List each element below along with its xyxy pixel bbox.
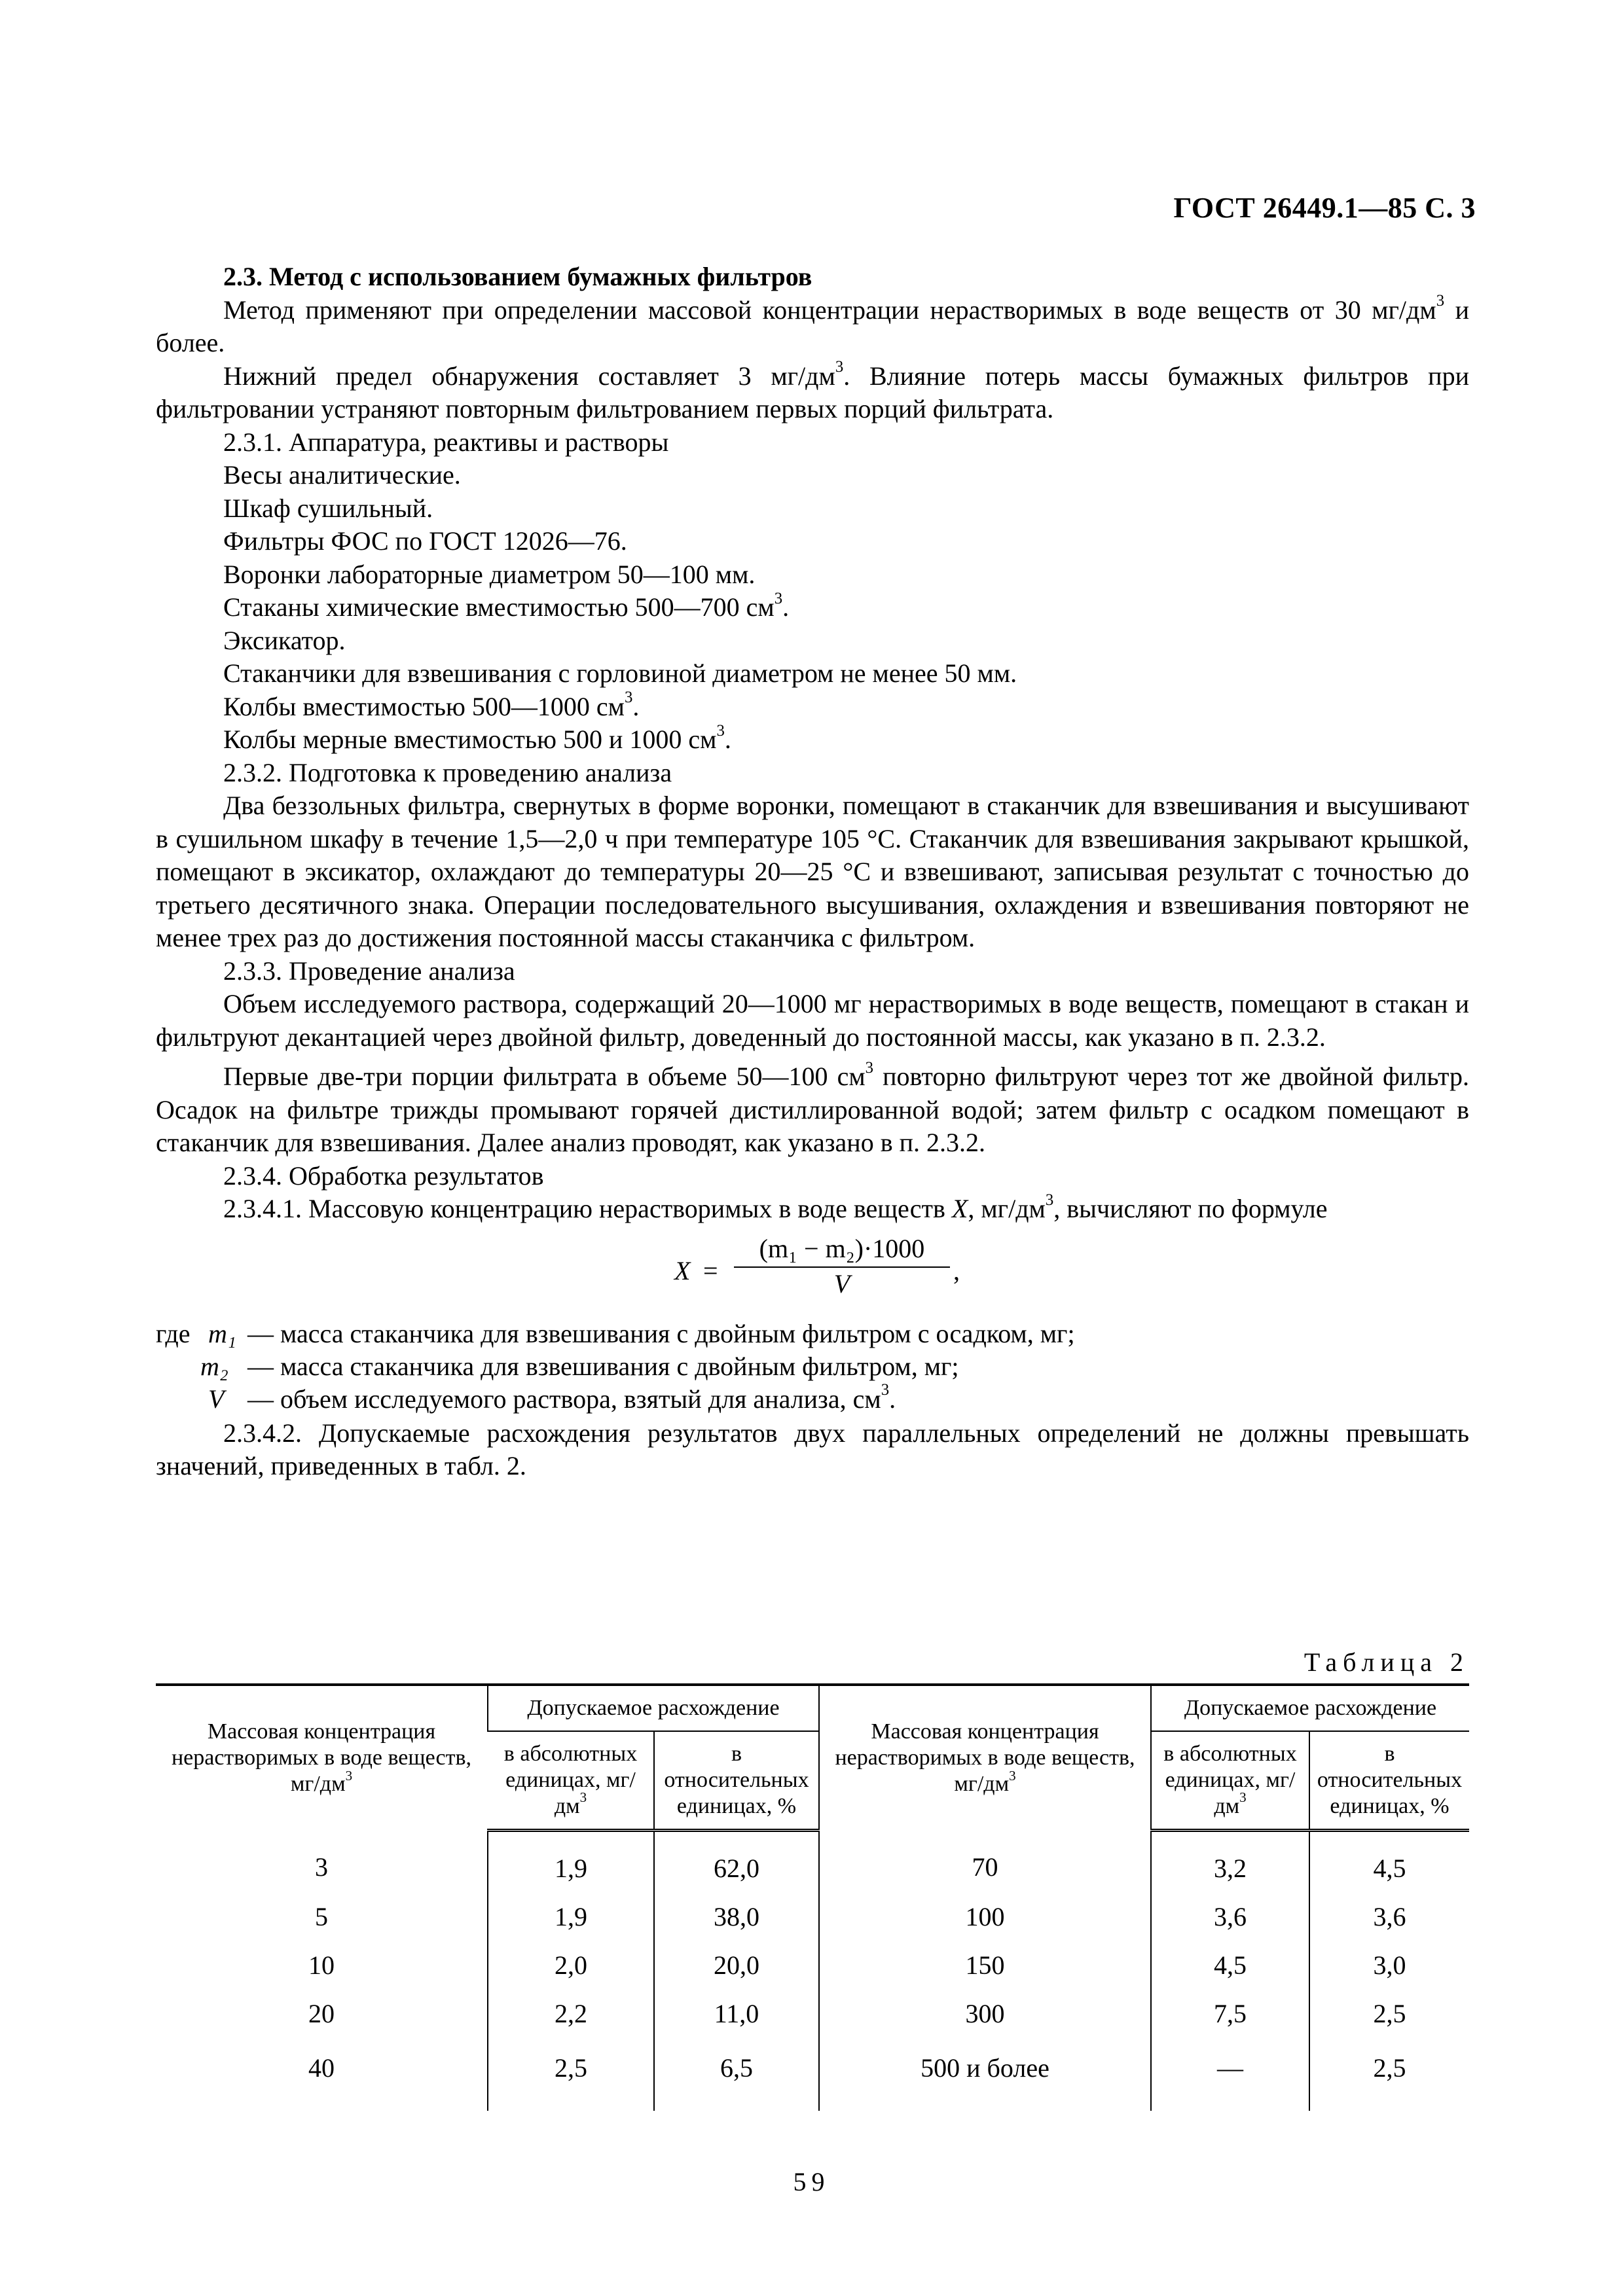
legend-symbol: V xyxy=(208,1384,225,1414)
paragraph-method-scope: Метод применяют при определении массовой концентрации нерастворимых в воде веществ от 30 $мг/дм^3$ и более. xyxy=(156,292,1470,357)
legend-lead: где xyxy=(156,1318,191,1348)
header-relative: в относительных единицах, % xyxy=(654,1731,819,1831)
table-cell: 2,5 xyxy=(488,2037,654,2111)
table-cell: 1,9 xyxy=(488,1831,654,1893)
page-number: 59 xyxy=(793,2167,830,2197)
table-cell: 62,0 xyxy=(654,1831,819,1893)
table-cell: 3 xyxy=(315,1852,328,1882)
table-cell: 20 xyxy=(308,1998,335,2028)
header-tolerance-group: Допускаемое расхождение xyxy=(488,1685,819,1731)
legend-description: — масса стаканчика для взвешивания с двойным фильтром, мг; xyxy=(247,1351,959,1381)
tolerance-table xyxy=(156,1683,1469,2111)
equipment-item: Фильтры ФОС по ГОСТ 12026—76. xyxy=(223,526,627,556)
table-cell: 2,5 xyxy=(1309,2037,1469,2111)
header-absolute: в абсолютных единицах, $мг/дм^3$ xyxy=(488,1731,654,1831)
formula-numerator: (m₁ − m₂)·1000 xyxy=(734,1232,950,1268)
table-cell: 10 xyxy=(308,1950,335,1980)
table-cell: 3,6 xyxy=(1151,1892,1309,1941)
paragraph-analysis-2: Первые две-три порции фильтрата в объеме 50—100 $см^3$ повторно фильтруют через тот же двойной фильтр. Осадок на фильтре трижды промывают горячей дистиллированной водой; затем фильтр с осадком помещают в стаканчик для взвешивания. Далее анализ проводят, как указано в п. 2.3.2. xyxy=(156,1058,1469,1157)
formula-denominator: V xyxy=(833,1269,850,1299)
table-row xyxy=(156,1989,1469,2037)
table-cell: 20,0 xyxy=(654,1941,819,1989)
formula-fraction xyxy=(734,1232,950,1301)
formula-legend xyxy=(156,1318,1469,1417)
header-relative: в относительных единицах, % xyxy=(1309,1731,1469,1831)
equipment-item: Колбы вместимостью 500—1000 $см^3$. xyxy=(223,689,640,721)
equipment-item: Эксикатор. xyxy=(223,625,346,655)
table-cell: 11,0 xyxy=(654,1989,819,2037)
table-cell: 4,5 xyxy=(1151,1941,1309,1989)
table-cell: 1,9 xyxy=(488,1892,654,1941)
table-caption: Таблица 2 xyxy=(1304,1647,1469,1677)
table-cell: 4,5 xyxy=(1309,1831,1469,1893)
legend-symbol: m₂ xyxy=(200,1351,228,1381)
paragraph-formula-intro: 2.3.4.1. Массовую концентрацию нерастворимых в воде веществ X, $мг/дм^3$, вычисляют по формуле xyxy=(223,1191,1328,1223)
formula xyxy=(156,1232,1469,1304)
table-cell: 6,5 xyxy=(654,2037,819,2111)
table-row xyxy=(156,1892,1469,1941)
header-concentration: Массовая концентрация нерастворимых в воде веществ, $мг/дм^3$ xyxy=(819,1685,1151,1831)
table-cell: 70 xyxy=(819,1831,1151,1893)
table-row xyxy=(156,1831,1469,1893)
table-cell: 100 xyxy=(819,1892,1151,1941)
table-cell: — xyxy=(1151,2037,1309,2111)
equipment-item: Колбы мерные вместимостью 500 и 1000 $см^3$. xyxy=(223,721,731,754)
equipment-item: Весы аналитические. xyxy=(223,460,461,490)
formula-comma: , xyxy=(953,1255,960,1285)
equipment-item: Шкаф сушильный. xyxy=(223,493,433,523)
equipment-item: Воронки лабораторные диаметром 50—100 мм. xyxy=(223,559,756,589)
section-title-2-3-1: 2.3.1. Аппаратура, реактивы и растворы xyxy=(223,427,669,457)
legend-description: — объем исследуемого раствора, взятый для анализа, $см^3$. xyxy=(247,1381,896,1414)
header-absolute: в абсолютных единицах, $мг/дм^3$ xyxy=(1151,1731,1309,1831)
document-body xyxy=(156,260,1469,1483)
table-cell: 2,0 xyxy=(488,1941,654,1989)
table-cell: 2,2 xyxy=(488,1989,654,2037)
equipment-item: Стаканы химические вместимостью 500—700 $см^3$. xyxy=(223,589,790,622)
section-title-2-3-4: 2.3.4. Обработка результатов xyxy=(223,1160,544,1191)
legend-symbol: m₁ xyxy=(208,1318,236,1348)
section-title-2-3: 2.3. Метод с использованием бумажных фильтров xyxy=(223,262,812,291)
section-title-2-3-3: 2.3.3. Проведение анализа xyxy=(223,956,515,986)
table-cell: 3,0 xyxy=(1309,1941,1469,1989)
paragraph-preparation: Два беззольных фильтра, свернутых в форме воронки, помещают в стаканчик для взвешивания и высушивают в сушильном шкафу в течение 1,5—2,0 ч при температуре 105 °С. Стаканчик для взвешивания закрывают крышкой, помещают в эксикатор, охлаждают до температуры 20—25 °С и взвешивают, записывая результат с точностью до третьего десятичного знака. Операции последовательного высушивания, охлаждения и взвешивания повторяют не менее трех раз до достижения постоянной массы стаканчика с фильтром. xyxy=(156,791,1469,952)
table-cell: 500 и более xyxy=(819,2037,1151,2111)
section-title-2-3-2: 2.3.2. Подготовка к проведению анализа xyxy=(223,757,672,787)
table-cell: 150 xyxy=(819,1941,1151,1989)
formula-equals: = xyxy=(703,1255,718,1285)
header-concentration: Массовая концентрация нерастворимых в воде веществ, $мг/дм^3$ xyxy=(156,1685,488,1831)
paragraph-tolerances: 2.3.4.2. Допускаемые расхождения результатов двух параллельных определений не должны превышать значений, приведенных в табл. 2. xyxy=(156,1418,1469,1480)
table-cell: 300 xyxy=(819,1989,1151,2037)
table-cell: 38,0 xyxy=(654,1892,819,1941)
paragraph-detection-limit: Нижний предел обнаружения составляет 3 $мг/дм^3$. Влияние потерь массы бумажных фильтров при фильтровании устраняют повторным фильтрованием первых порций фильтрата. xyxy=(156,358,1469,423)
equipment-item: Стаканчики для взвешивания с горловиной диаметром не менее 50 мм. xyxy=(223,658,1017,688)
table-cell: 5 xyxy=(315,1901,328,1931)
table-cell: 3,2 xyxy=(1151,1831,1309,1893)
paragraph-analysis-1: Объем исследуемого раствора, содержащий 20—1000 мг нерастворимых в воде веществ, помещают в стакан и фильтруют декантацией через двойной фильтр, доведенный до постоянной массы, как указано в п. 2.3.2. xyxy=(156,989,1469,1052)
table-cell: 7,5 xyxy=(1151,1989,1309,2037)
table-row xyxy=(156,2037,1469,2111)
table-row xyxy=(156,1941,1469,1989)
formula-lhs: X xyxy=(674,1255,691,1285)
table-cell: 3,6 xyxy=(1309,1892,1469,1941)
page-header: ГОСТ 26449.1—85 С. 3 xyxy=(1173,192,1476,224)
table-cell: 2,5 xyxy=(1309,1989,1469,2037)
header-tolerance-group: Допускаемое расхождение xyxy=(1151,1685,1469,1731)
table-cell: 40 xyxy=(308,2053,335,2083)
legend-description: — масса стаканчика для взвешивания с двойным фильтром с осадком, мг; xyxy=(247,1318,1075,1348)
